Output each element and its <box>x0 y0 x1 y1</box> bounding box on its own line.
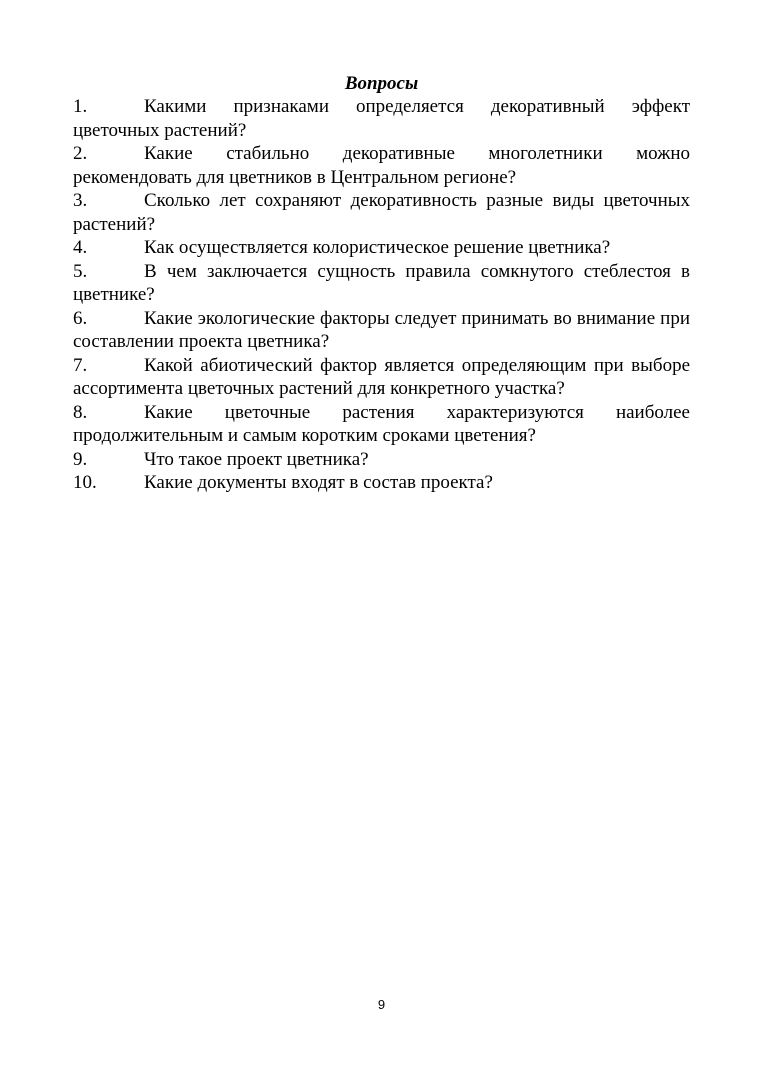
question-text: Какой абиотический фактор является определяющим при выборе ассортимента цветочных растений для конкретного участка? <box>73 354 690 399</box>
question-text: Как осуществляется колористическое решение цветника? <box>144 237 611 258</box>
question-number: 9. <box>73 448 88 470</box>
question-item <box>73 142 690 189</box>
section-title: Вопросы <box>344 73 419 94</box>
question-item <box>73 260 690 307</box>
question-item <box>73 401 690 448</box>
document-page <box>73 70 690 495</box>
question-text: Что такое проект цветника? <box>144 448 369 470</box>
question-text: Какие стабильно декоративные многолетники можно рекомендовать для цветников в Центральном регионе? <box>73 143 690 188</box>
question-item <box>73 307 690 354</box>
question-number: 1. <box>73 96 88 117</box>
question-item <box>73 95 690 142</box>
question-text: Какие документы входят в состав проекта? <box>144 472 493 493</box>
page-number: 9 <box>377 997 386 1012</box>
question-number: 3. <box>73 190 88 211</box>
question-text: Какими признаками определяется декоративный эффект цветочных растений? <box>73 96 690 141</box>
question-text: В чем заключается сущность правила сомкнутого стеблестоя в цветнике? <box>73 260 690 305</box>
question-number: 5. <box>73 260 88 282</box>
question-number: 7. <box>73 354 88 376</box>
question-item <box>73 471 690 495</box>
question-number: 8. <box>73 401 88 423</box>
question-item <box>73 189 690 236</box>
question-item <box>73 354 690 401</box>
question-number: 2. <box>73 143 88 164</box>
question-item <box>73 236 690 260</box>
question-item <box>73 448 690 472</box>
question-text: Какие цветочные растения характеризуются наиболее продолжительным и самым коротким сроками цветения? <box>73 401 690 446</box>
question-number: 6. <box>73 307 88 329</box>
question-number: 10. <box>73 472 97 493</box>
question-text: Сколько лет сохраняют декоративность разные виды цветочных растений? <box>73 190 690 235</box>
question-text: Какие экологические факторы следует принимать во внимание при составлении проекта цветника? <box>73 307 690 352</box>
question-number: 4. <box>73 237 88 258</box>
